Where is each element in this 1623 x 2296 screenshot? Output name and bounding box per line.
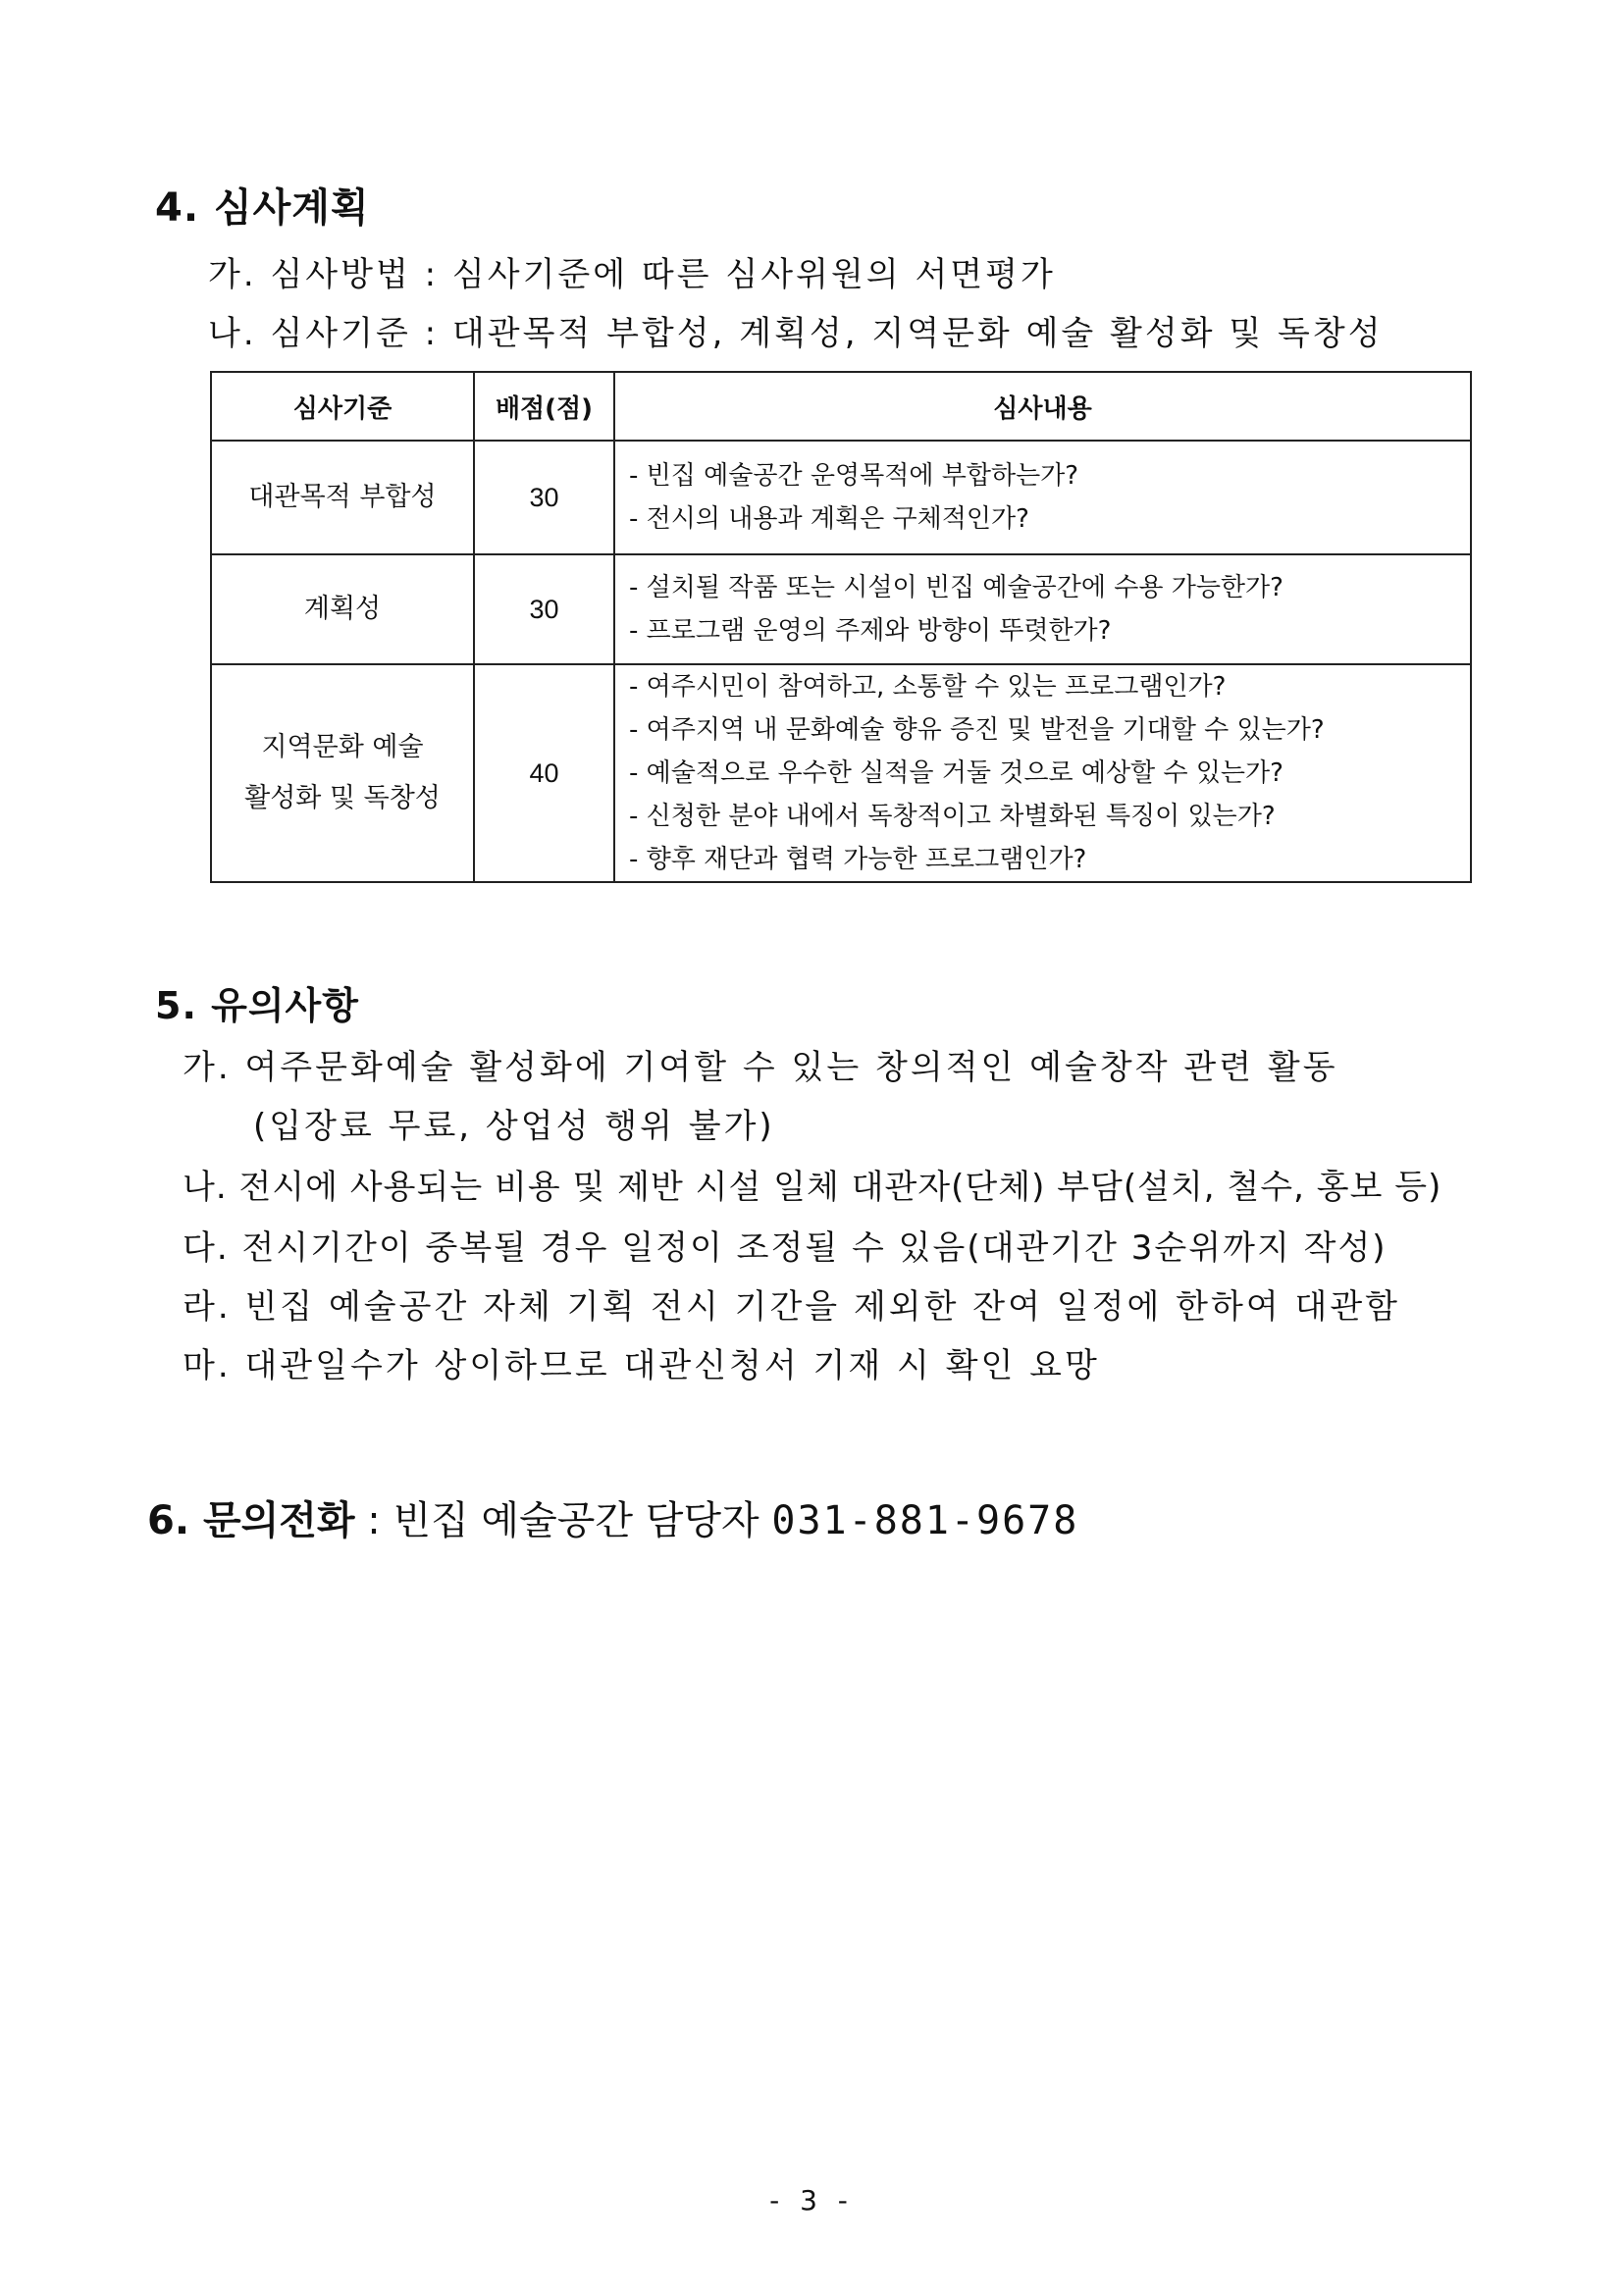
- criterion-cell: [211, 664, 474, 882]
- contact-phone: 031-881-9678: [771, 1498, 1079, 1543]
- table-row: [211, 554, 1471, 664]
- content-cell: [614, 441, 1471, 554]
- criterion-label: 활성화 및 독창성: [244, 783, 441, 813]
- content-item: - 전시의 내용과 계획은 구체적인가?: [629, 504, 1029, 534]
- note-line: 가. 여주문화예술 활성화에 기여할 수 있는 창의적인 예술창작 관련 활동: [183, 1048, 1338, 1087]
- criterion-label: 계획성: [303, 594, 382, 624]
- content-cell: [614, 554, 1471, 664]
- criterion-label: 대관목적 부합성: [248, 482, 437, 512]
- contact-text: 빈집 예술공간 담당자: [393, 1498, 759, 1543]
- table-row: [211, 441, 1471, 554]
- review-method-line: 가. 심사방법 : 심사기준에 따른 심사위원의 서면평가: [208, 255, 1056, 294]
- content-item: - 빈집 예술공간 운영목적에 부합하는가?: [629, 461, 1079, 491]
- criterion-cell: [211, 554, 474, 664]
- content-item: - 신청한 분야 내에서 독창적이고 차별화된 특징이 있는가?: [629, 802, 1276, 831]
- page-number: - 3 -: [769, 2184, 854, 2217]
- score-cell: 40: [474, 664, 614, 882]
- content-cell: [614, 664, 1471, 882]
- section-5-title: 5. 유의사항: [155, 984, 359, 1027]
- content-item: - 향후 재단과 협력 가능한 프로그램인가?: [629, 845, 1087, 874]
- note-line: (입장료 무료, 상업성 행위 불가): [253, 1107, 775, 1146]
- review-criteria-table: [210, 371, 1472, 883]
- score-cell: 30: [474, 441, 614, 554]
- content-item: - 예술적으로 우수한 실적을 거둘 것으로 예상할 수 있는가?: [629, 758, 1283, 788]
- contact-line: [147, 1489, 1078, 1545]
- content-item: - 설치될 작품 또는 시설이 빈집 예술공간에 수용 가능한가?: [629, 573, 1283, 602]
- table-row: [211, 664, 1471, 882]
- content-item: - 여주지역 내 문화예술 향유 증진 및 발전을 기대할 수 있는가?: [629, 715, 1325, 745]
- note-line: 다. 전시기간이 중복될 경우 일정이 조정될 수 있음(대관기간 3순위까지 작성): [183, 1228, 1387, 1268]
- table-header-row: [211, 372, 1471, 441]
- content-item: - 프로그램 운영의 주제와 방향이 뚜렷한가?: [629, 616, 1112, 646]
- section-4-title: 4. 심사계획: [155, 185, 370, 231]
- note-line: 마. 대관일수가 상이하므로 대관신청서 기재 시 확인 요망: [183, 1346, 1100, 1385]
- header-criterion: 심사기준: [211, 372, 474, 441]
- note-line: 라. 빈집 예술공간 자체 기획 전시 기간을 제외한 잔여 일정에 한하여 대관함: [183, 1287, 1401, 1327]
- criterion-cell: [211, 441, 474, 554]
- header-content: 심사내용: [614, 372, 1471, 441]
- review-criteria-line: 나. 심사기준 : 대관목적 부합성, 계획성, 지역문화 예술 활성화 및 독창성: [208, 314, 1384, 353]
- contact-separator: :: [367, 1498, 381, 1543]
- header-score: 배점(점): [474, 372, 614, 441]
- criterion-label: 지역문화 예술: [261, 732, 424, 762]
- content-item: - 여주시민이 참여하고, 소통할 수 있는 프로그램인가?: [629, 672, 1227, 702]
- contact-label: 6. 문의전화: [147, 1498, 355, 1543]
- note-line: 나. 전시에 사용되는 비용 및 제반 시설 일체 대관자(단체) 부담(설치, 철수, 홍보 등): [183, 1168, 1442, 1207]
- score-cell: 30: [474, 554, 614, 664]
